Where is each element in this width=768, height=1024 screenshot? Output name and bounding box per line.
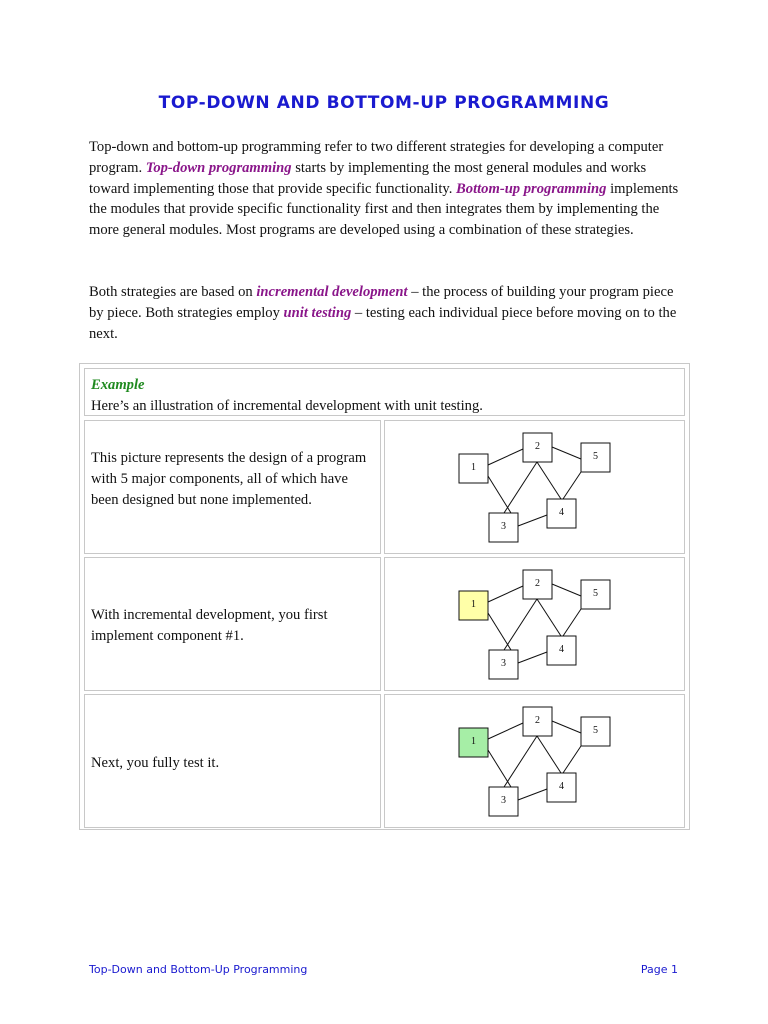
component-label-1: 1 (471, 736, 476, 747)
example-table (79, 363, 690, 830)
diagram-connector (537, 462, 561, 499)
diagram-connector (488, 723, 523, 739)
term-incremental-development: incremental development (256, 284, 408, 300)
component-diagram (385, 421, 686, 555)
example-header-cell (84, 368, 685, 416)
diagram-connector (504, 599, 537, 650)
diagram-connector (552, 447, 581, 459)
component-label-3: 3 (501, 658, 506, 669)
component-label-4: 4 (559, 781, 564, 792)
component-label-4: 4 (559, 644, 564, 655)
strategies-paragraph (89, 282, 689, 344)
intro-paragraph (89, 137, 689, 241)
component-label-3: 3 (501, 795, 506, 806)
strategies-text-1: Both strategies are based on (89, 284, 257, 300)
component-diagram (385, 695, 686, 829)
component-label-2: 2 (535, 578, 540, 589)
intro-text-2: starts by implementing the most general modules and works toward implementing those that provide specific functionality. (89, 159, 647, 197)
component-diagram (385, 558, 686, 692)
example-row-2-text: With incremental development, you first implement component #1. (91, 607, 328, 644)
component-label-3: 3 (501, 521, 506, 532)
intro-text-3: implements the modules that provide specific functionality first and then integrates them by implementing the more general modules. Most programs are developed using a combination of these strategies. (89, 180, 679, 239)
example-row-2-diagram-cell (384, 557, 685, 691)
diagram-connector (518, 789, 547, 800)
example-row-1-text-cell (84, 420, 381, 554)
example-row-1-diagram-cell (384, 420, 685, 554)
footer-document-title: Top-Down and Bottom-Up Programming (89, 963, 308, 976)
component-label-2: 2 (535, 441, 540, 452)
diagram-connector (563, 472, 581, 499)
footer-page-number: Page 1 (640, 963, 678, 976)
strategies-text-2: – the process of building your program piece by piece. Both strategies employ (89, 284, 674, 321)
diagram-connector (552, 584, 581, 596)
diagram-connector (537, 736, 561, 773)
diagram-connector (537, 599, 561, 636)
term-bottom-up: Bottom-up programming (456, 180, 607, 197)
component-label-5: 5 (593, 725, 598, 736)
strategies-text-3: – testing each individual piece before moving on to the next. (89, 304, 677, 342)
diagram-connector (488, 586, 523, 602)
example-row-3-diagram-cell (384, 694, 685, 828)
diagram-connector (518, 515, 547, 526)
component-label-5: 5 (593, 451, 598, 462)
example-row-3-text: Next, you fully test it. (91, 755, 220, 771)
diagram-connector (563, 609, 581, 636)
diagram-connector (518, 652, 547, 663)
example-row-2-text-cell (84, 557, 381, 691)
diagram-connector (504, 736, 537, 787)
diagram-connector (552, 721, 581, 733)
component-label-4: 4 (559, 507, 564, 518)
component-label-2: 2 (535, 715, 540, 726)
diagram-connector (563, 746, 581, 773)
component-label-1: 1 (471, 599, 476, 610)
component-label-1: 1 (471, 462, 476, 473)
example-row-3-text-cell (84, 694, 381, 828)
diagram-connector (488, 449, 523, 465)
example-row-1-text: This picture represents the design of a program with 5 major components, all of which have been designed but none implemented. (91, 450, 367, 508)
component-label-5: 5 (593, 588, 598, 599)
page-title: TOP-DOWN AND BOTTOM-UP PROGRAMMING (158, 93, 610, 113)
example-description: Here’s an illustration of incremental development with unit testing. (91, 398, 483, 414)
term-unit-testing: unit testing (283, 304, 352, 321)
example-label: Example (91, 377, 145, 393)
intro-text-1: Top-down and bottom-up programming refer to two different strategies for developing a computer program. (89, 139, 664, 176)
diagram-connector (504, 462, 537, 513)
term-top-down: Top-down programming (145, 159, 292, 176)
